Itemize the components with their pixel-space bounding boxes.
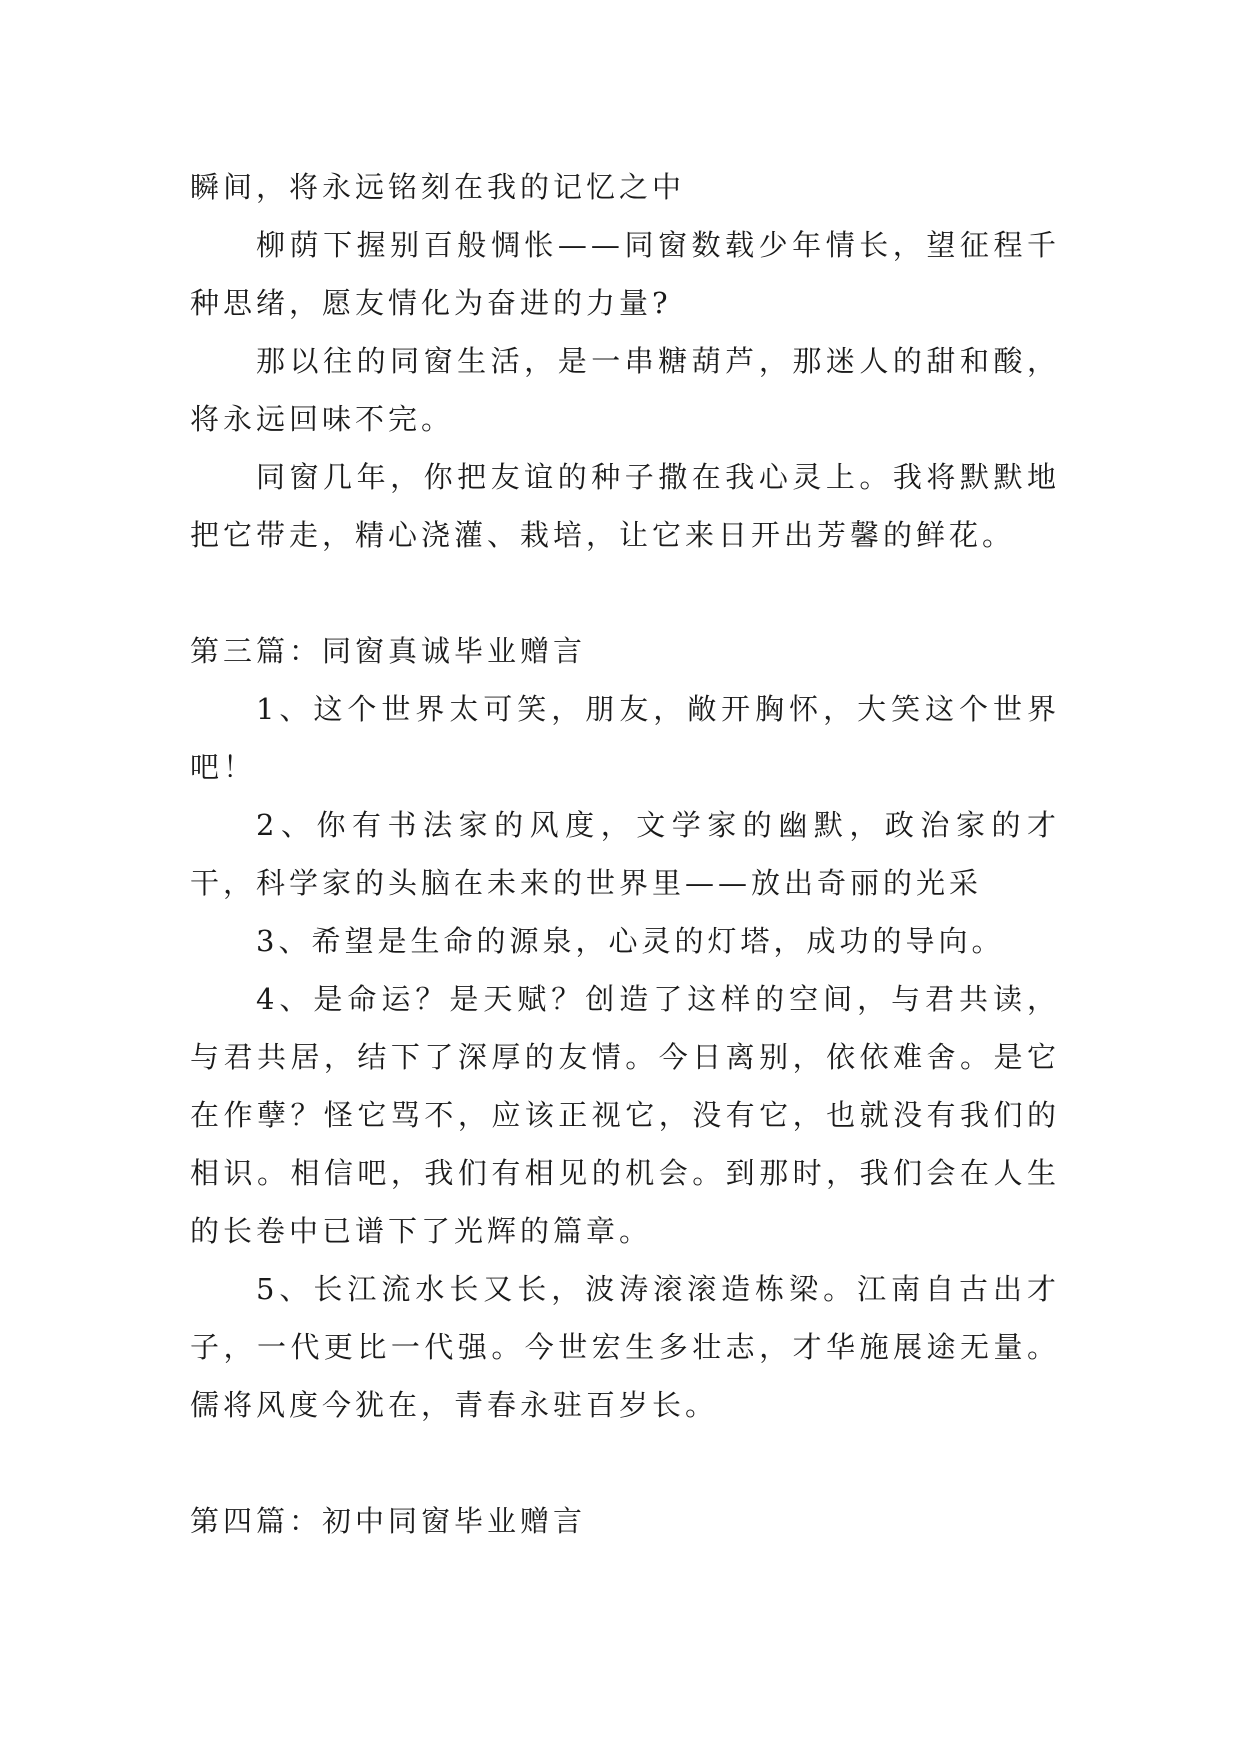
paragraph: 5、长江流水长又长，波涛滚滚造栋梁。江南自古出才子，一代更比一代强。今世宏生多壮志，才华施展途无量。儒将风度今犹在，青春永驻百岁长。	[190, 1272, 1060, 1422]
document-body	[190, 158, 1060, 1550]
paragraph: 1、这个世界太可笑，朋友，敞开胸怀，大笑这个世界吧！	[190, 692, 1060, 784]
paragraph: 2、你有书法家的风度，文学家的幽默，政治家的才干，科学家的头脑在未来的世界里——放出奇丽的光采	[190, 808, 1060, 900]
paragraph: 瞬间，将永远铭刻在我的记忆之中	[190, 170, 686, 204]
paragraph: 那以往的同窗生活，是一串糖葫芦，那迷人的甜和酸，将永远回味不完。	[190, 344, 1060, 436]
paragraph: 4、是命运？是天赋？创造了这样的空间，与君共读，与君共居，结下了深厚的友情。今日离别，依依难舍。是它在作孽？怪它骂不，应该正视它，没有它，也就没有我们的相识。相信吧，我们有相见的机会。到那时，我们会在人生的长卷中已谱下了光辉的篇章。	[190, 982, 1060, 1248]
section-heading: 第三篇：同窗真诚毕业赠言	[190, 634, 587, 668]
paragraph: 同窗几年，你把友谊的种子撒在我心灵上。我将默默地把它带走，精心浇灌、栽培，让它来日开出芳馨的鲜花。	[190, 460, 1060, 552]
section-heading: 第四篇：初中同窗毕业赠言	[190, 1504, 587, 1538]
paragraph: 3、希望是生命的源泉，心灵的灯塔，成功的导向。	[256, 924, 1005, 958]
paragraph: 柳荫下握别百般惆怅——同窗数载少年情长，望征程千种思绪，愿友情化为奋进的力量?	[190, 228, 1060, 320]
